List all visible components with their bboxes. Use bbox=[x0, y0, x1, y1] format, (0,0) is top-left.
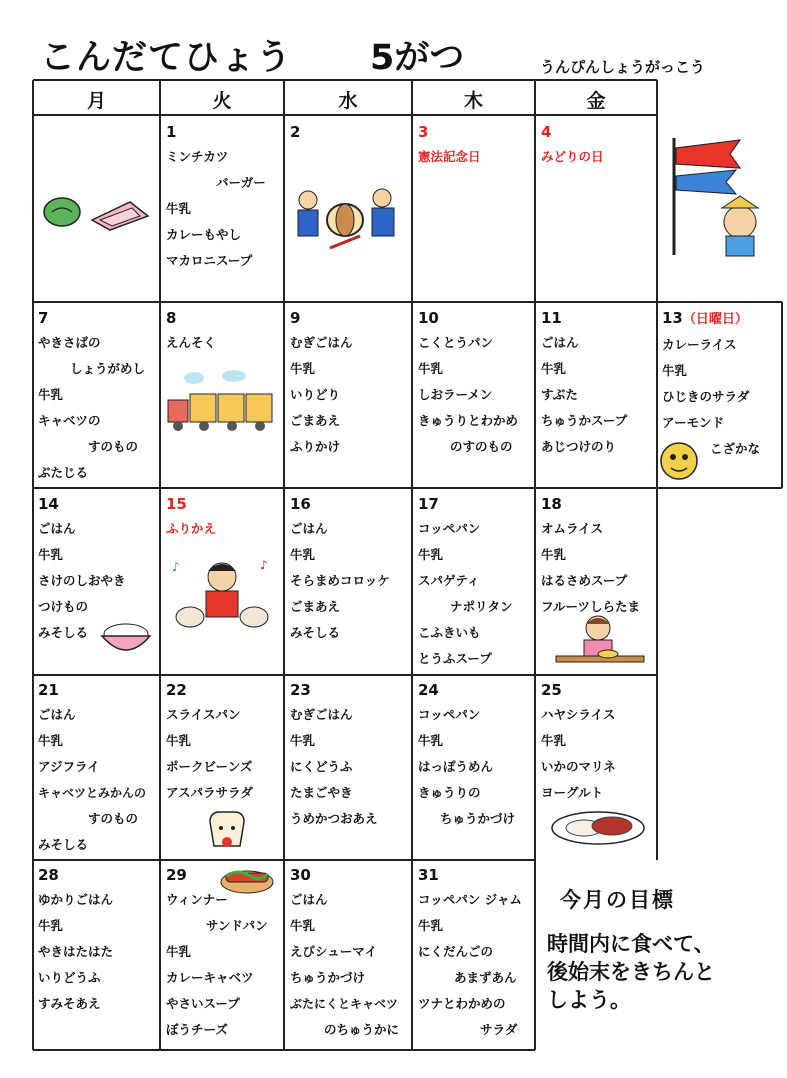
day-number: 16 bbox=[290, 495, 311, 513]
menu-item: 牛乳 bbox=[166, 733, 192, 748]
menu-item: むぎごはん bbox=[290, 335, 353, 350]
menu-item: 牛乳 bbox=[166, 201, 192, 216]
svg-text:♪: ♪ bbox=[260, 558, 268, 572]
menu-item: 牛乳 bbox=[290, 733, 316, 748]
menu-item: カレーキャベツ bbox=[166, 970, 254, 985]
menu-item: ハヤシライス bbox=[541, 707, 616, 722]
menu-item: フルーツしらたま bbox=[541, 599, 641, 614]
menu-item: ごはん bbox=[290, 521, 328, 536]
menu-item: ウィンナー bbox=[166, 892, 228, 907]
day-number: 30 bbox=[290, 866, 311, 884]
menu-item: ぶたにくとキャベツ bbox=[290, 997, 399, 1011]
day-cell-2 bbox=[290, 120, 300, 144]
day-cell-16 bbox=[290, 492, 390, 646]
train-illustration bbox=[164, 366, 279, 441]
day-number: 23 bbox=[290, 681, 311, 699]
school-name: うんぴんしょうがっこう bbox=[540, 58, 706, 76]
weekday-thu: 木 bbox=[463, 90, 483, 112]
bread-illustration bbox=[206, 808, 248, 850]
goal-title: 今月の目標 bbox=[560, 888, 675, 912]
menu-item: すみそあえ bbox=[38, 996, 101, 1011]
menu-item: ふりかえ bbox=[166, 521, 217, 536]
weekday-wed: 水 bbox=[338, 90, 358, 112]
menu-item: しょうがめし bbox=[70, 361, 146, 376]
menu-item: キャベツの bbox=[38, 413, 101, 428]
menu-item: ヨーグルト bbox=[541, 785, 604, 800]
menu-item: サラダ bbox=[480, 1022, 518, 1037]
day-number: 24 bbox=[418, 681, 439, 699]
menu-item: 牛乳 bbox=[418, 361, 444, 376]
day-number: 1 bbox=[166, 123, 177, 141]
menu-item: つけもの bbox=[38, 599, 89, 614]
menu-item: みそしる bbox=[290, 625, 341, 640]
holiday-label: 憲法記念日 bbox=[418, 149, 481, 164]
day-number: 28 bbox=[38, 866, 59, 884]
menu-item: コッペパン ジャム bbox=[418, 892, 522, 907]
menu-item: サンドパン bbox=[206, 918, 268, 933]
holiday-label: みどりの日 bbox=[541, 149, 604, 164]
menu-item: こくとうパン bbox=[418, 335, 494, 350]
goal-text: 時間内に食べて、 後始末をきちんと しよう。 bbox=[547, 932, 715, 1012]
menu-item: 牛乳 bbox=[541, 733, 567, 748]
menu-item: 牛乳 bbox=[38, 547, 64, 562]
menu-item: ふりかけ bbox=[290, 439, 341, 454]
day-cell-31 bbox=[418, 863, 522, 1043]
day-cell-25 bbox=[541, 678, 616, 806]
day-cell-4 bbox=[541, 120, 604, 170]
menu-item: にくだんごの bbox=[418, 944, 494, 959]
girl-eating-illustration bbox=[548, 612, 652, 670]
menu-item: はっぽうめん bbox=[418, 759, 494, 774]
menu-item: ミンチカツ bbox=[166, 149, 229, 164]
menu-item: ちゅうかづけ bbox=[440, 811, 516, 826]
menu-item: そらまめコロッケ bbox=[290, 573, 390, 588]
day-cell-7 bbox=[38, 306, 145, 486]
menu-item: カレーもやし bbox=[166, 227, 242, 242]
day-number: 25 bbox=[541, 681, 562, 699]
menu-item: やさいスープ bbox=[166, 996, 240, 1011]
menu-item: アスパラサラダ bbox=[166, 785, 253, 800]
day-number: 13 bbox=[662, 309, 683, 327]
day-number: 11 bbox=[541, 309, 562, 327]
menu-item: えびシューマイ bbox=[290, 944, 378, 959]
drum-festival-illustration bbox=[290, 178, 405, 253]
menu-item: ぼうチーズ bbox=[166, 1022, 228, 1037]
menu-item: コッペパン bbox=[418, 521, 481, 536]
menu-item: 牛乳 bbox=[541, 547, 567, 562]
menu-item: すぶた bbox=[541, 387, 578, 402]
menu-item: 牛乳 bbox=[418, 547, 444, 562]
menu-item: いりどうふ bbox=[38, 970, 101, 985]
hotdog-illustration bbox=[218, 862, 276, 896]
menu-item: ごはん bbox=[38, 521, 76, 536]
month-label: 5がつ bbox=[370, 38, 465, 78]
day-cell-23 bbox=[290, 678, 378, 832]
day-cell-18 bbox=[541, 492, 640, 620]
menu-item: あまずあん bbox=[454, 970, 517, 985]
menu-item: バーガー bbox=[216, 175, 266, 190]
curry-plate-illustration bbox=[548, 804, 648, 848]
menu-item: やきさばの bbox=[38, 335, 101, 350]
page-title: こんだてひょう bbox=[40, 38, 293, 78]
day-number: 7 bbox=[38, 309, 49, 327]
menu-item: きゅうりとわかめ bbox=[418, 413, 519, 428]
menu-item: ごまあえ bbox=[290, 599, 341, 614]
day-number: 8 bbox=[166, 309, 177, 327]
menu-item: しおラーメン bbox=[418, 387, 493, 402]
menu-item: 牛乳 bbox=[38, 387, 64, 402]
day-number: 14 bbox=[38, 495, 59, 513]
day-cell-15 bbox=[166, 492, 216, 542]
menu-item: ツナとわかめの bbox=[418, 996, 506, 1011]
day-number: 3 bbox=[418, 123, 429, 141]
menu-item: アーモンド bbox=[662, 415, 725, 430]
day-cell-8 bbox=[166, 306, 216, 356]
menu-item: いかのマリネ bbox=[541, 759, 616, 774]
menu-item: 牛乳 bbox=[662, 363, 688, 378]
day-number: 22 bbox=[166, 681, 187, 699]
day-cell-21 bbox=[38, 678, 146, 858]
menu-item: オムライス bbox=[541, 521, 604, 536]
day-cell-30 bbox=[290, 863, 399, 1043]
menu-item: やきはたはた bbox=[38, 944, 114, 959]
menu-item: みそしる bbox=[38, 837, 89, 852]
menu-item: 牛乳 bbox=[290, 547, 316, 562]
menu-item: キャベツとみかんの bbox=[38, 786, 147, 800]
menu-item: ごまあえ bbox=[290, 413, 341, 428]
weekday-mon: 月 bbox=[86, 90, 106, 112]
menu-item: のすのもの bbox=[450, 439, 513, 454]
menu-item: マカロニスープ bbox=[166, 253, 253, 268]
menu-item: にくどうふ bbox=[290, 759, 353, 774]
menu-item: さけのしおやき bbox=[38, 573, 126, 588]
menu-item: あじつけのり bbox=[541, 439, 617, 454]
weekday-fri: 金 bbox=[586, 90, 606, 112]
day-number: 18 bbox=[541, 495, 562, 513]
menu-item: カレーライス bbox=[662, 337, 737, 352]
day-number: 21 bbox=[38, 681, 59, 699]
menu-item: ポークビーンズ bbox=[166, 759, 253, 774]
menu-item: きゅうりの bbox=[418, 785, 481, 800]
menu-item: 牛乳 bbox=[541, 361, 567, 376]
menu-item: むぎごはん bbox=[290, 707, 353, 722]
day-number: 15 bbox=[166, 495, 187, 513]
children-pets-illustration bbox=[168, 555, 276, 635]
menu-item: 牛乳 bbox=[38, 733, 64, 748]
day-number: 29 bbox=[166, 866, 187, 884]
menu-item: 牛乳 bbox=[38, 918, 64, 933]
menu-item: すのもの bbox=[88, 439, 139, 454]
menu-item: スライスパン bbox=[166, 707, 241, 722]
weekday-tue: 火 bbox=[212, 90, 232, 112]
menu-item: ゆかりごはん bbox=[38, 892, 114, 907]
menu-item: ごはん bbox=[290, 892, 328, 907]
day-cell-17 bbox=[418, 492, 513, 672]
menu-item: スパゲティ bbox=[418, 573, 480, 588]
day-number: 17 bbox=[418, 495, 439, 513]
menu-item: とうふスープ bbox=[418, 651, 492, 666]
menu-item: 牛乳 bbox=[418, 733, 444, 748]
menu-item: ナポリタン bbox=[450, 599, 513, 614]
menu-item: はるさめスープ bbox=[541, 573, 628, 588]
menu-item: 牛乳 bbox=[290, 918, 316, 933]
svg-text:♪: ♪ bbox=[172, 560, 180, 574]
menu-item: うめかつおあえ bbox=[290, 811, 378, 826]
day-number: 10 bbox=[418, 309, 439, 327]
menu-item: こふきいも bbox=[418, 625, 481, 640]
day-number: 4 bbox=[541, 123, 552, 141]
menu-item: ちゅうかスープ bbox=[541, 413, 628, 428]
menu-item: ごはん bbox=[38, 707, 76, 722]
menu-item: こざかな bbox=[710, 441, 761, 456]
day-cell-10 bbox=[418, 306, 518, 460]
day-cell-24 bbox=[418, 678, 515, 832]
koinobori-illustration bbox=[660, 130, 778, 260]
menu-item: 牛乳 bbox=[290, 361, 316, 376]
menu-item: 牛乳 bbox=[166, 944, 192, 959]
menu-item: のちゅうかに bbox=[324, 1022, 400, 1037]
day-cell-11 bbox=[541, 306, 627, 460]
menu-item: ごはん bbox=[541, 335, 579, 350]
menu-item: みそしる bbox=[38, 625, 89, 640]
menu-item: コッペパン bbox=[418, 707, 481, 722]
menu-item: いりどり bbox=[290, 387, 341, 402]
menu-item: アジフライ bbox=[38, 759, 100, 774]
menu-item: えんそく bbox=[166, 335, 217, 350]
menu-item: たまごやき bbox=[290, 785, 353, 800]
menu-item: ぶたじる bbox=[38, 465, 89, 480]
day-cell-3 bbox=[418, 120, 481, 170]
sunday-note: （日曜日） bbox=[682, 312, 748, 327]
day-number: 9 bbox=[290, 309, 301, 327]
menu-item: 牛乳 bbox=[418, 918, 444, 933]
leaf-illustration bbox=[40, 190, 152, 235]
day-cell-1 bbox=[166, 120, 266, 274]
day-number: 31 bbox=[418, 866, 439, 884]
rice-bowl-illustration bbox=[98, 620, 154, 662]
menu-item: ちゅうかづけ bbox=[290, 970, 366, 985]
day-number: 2 bbox=[290, 123, 301, 141]
fish-illustration bbox=[656, 438, 702, 484]
menu-item: すのもの bbox=[88, 811, 139, 826]
day-cell-9 bbox=[290, 306, 353, 460]
menu-item: ひじきのサラダ bbox=[662, 389, 750, 404]
day-cell-22 bbox=[166, 678, 253, 806]
day-cell-28 bbox=[38, 863, 113, 1017]
